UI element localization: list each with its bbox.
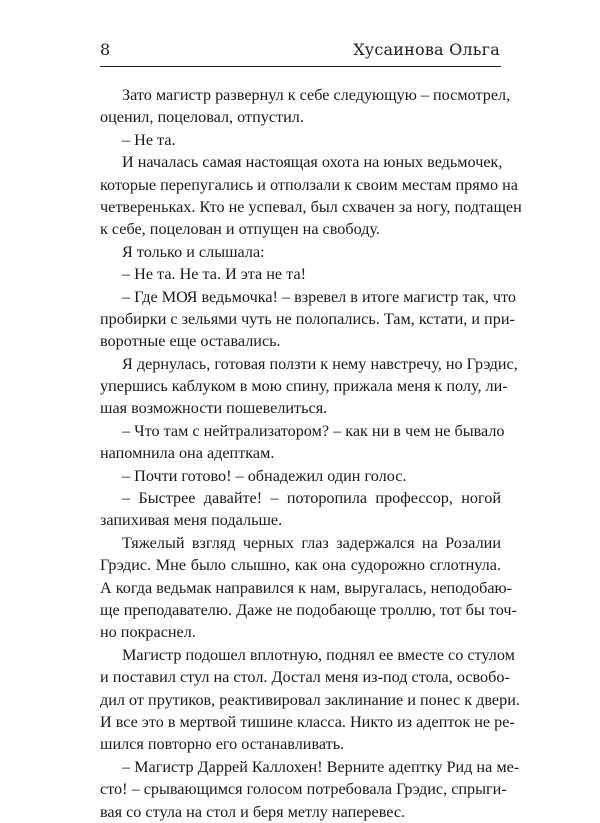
paragraph: [100, 465, 501, 487]
text-line: упершись каблуком в мою спину, прижала меня к полу, ли-: [100, 377, 508, 396]
paragraph: [100, 151, 522, 241]
text-line: напомнила она адепткам.: [100, 444, 275, 463]
paragraph: [100, 756, 520, 823]
header-rule: [100, 66, 501, 67]
page-header: [100, 38, 500, 62]
text-line: воротные еще оставались.: [100, 332, 281, 351]
text-line: шая возможности пошевелиться.: [100, 399, 328, 418]
text-line: четвереньках. Кто не успевал, был схвачен за ногу, подтащен: [100, 197, 522, 216]
paragraph: [100, 286, 516, 353]
text-line: – Где МОЯ ведьмочка! – взревел в итоге магистр так, что: [122, 287, 516, 306]
body-text: [100, 84, 522, 823]
text-line: вая со стула на стол и беря метлу наперевес.: [100, 802, 406, 821]
text-line: И началась самая настоящая охота на юных ведьмочек,: [122, 153, 503, 172]
text-line: – Что там с нейтрализатором? – как ни в чем не бывало: [122, 421, 505, 440]
text-line: Магистр подошел вплотную, поднял ее вместе со стулом: [122, 645, 515, 664]
text-line: – Не та. Не та. И эта не та!: [122, 265, 307, 284]
running-head-author: Хусаинова Ольга: [353, 40, 500, 59]
paragraph: [100, 84, 511, 129]
text-line: ще преподавателю. Даже не подобающе троллю, тот бы точ-: [100, 600, 517, 619]
text-line: Я только и слышала:: [122, 242, 265, 261]
text-line: – Не та.: [122, 130, 176, 149]
text-line: Зато магистр развернул к себе следующую – посмотрел,: [122, 86, 511, 104]
text-line: сто! – срывающимся голосом потребовала Грэдис, спрыги-: [100, 780, 507, 799]
paragraph: [100, 129, 501, 151]
text-line: дил от прутиков, реактивировал заклинание и понес к двери.: [100, 690, 520, 709]
page-number: 8: [100, 40, 111, 59]
text-line: – Магистр Даррей Каллохен! Верните адептку Рид на ме-: [122, 757, 520, 776]
text-line: И все это в мертвой тишине класса. Никто из адепток не ре-: [100, 712, 515, 731]
text-line: А когда ведьмак направился к нам, выругалась, неподобаю-: [100, 578, 513, 597]
text-line: оценил, поцеловал, отпустил.: [100, 108, 304, 127]
text-line: но покраснел.: [100, 623, 196, 642]
text-line: Тяжелый взгляд черных глаз задержался на Розалии: [122, 533, 501, 552]
text-line: запихивая меня подальше.: [100, 511, 283, 530]
text-line: Я дернулась, готовая ползти к нему навстречу, но Грэдис,: [122, 354, 518, 373]
text-line: и поставил стул на стол. Достал меня из-под стола, освобо-: [100, 668, 510, 687]
paragraph: [100, 263, 501, 285]
paragraph: [100, 487, 501, 532]
text-line: к себе, поцелован и отпущен на свободу.: [100, 220, 380, 239]
text-line: Грэдис. Мне было слышно, как она судорожно сглотнула.: [100, 556, 501, 575]
text-line: шился повторно его останавливать.: [100, 735, 345, 754]
paragraph: [100, 353, 518, 420]
paragraph: [100, 532, 517, 644]
text-line: которые перепугались и отползали к своим местам прямо на: [100, 175, 518, 194]
text-line: – Быстрее давайте! – поторопила профессор, ногой: [122, 489, 501, 508]
paragraph: [100, 420, 505, 465]
paragraph: [100, 241, 501, 263]
text-line: – Почти готово! – обнадежил один голос.: [122, 466, 407, 485]
text-line: пробирки с зельями чуть не полопались. Там, кстати, и при-: [100, 309, 515, 328]
paragraph: [100, 644, 520, 756]
